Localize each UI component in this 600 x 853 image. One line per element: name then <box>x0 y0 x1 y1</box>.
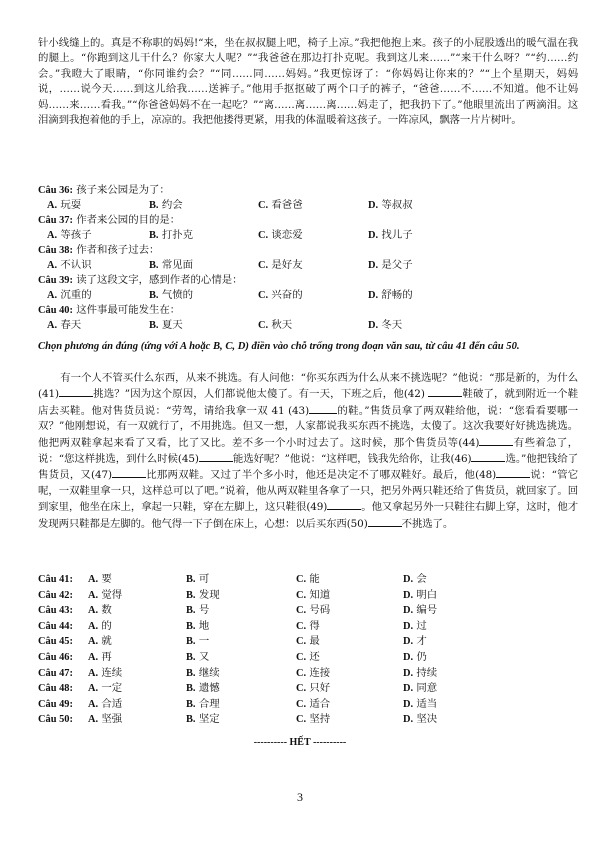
option-letter: B. <box>186 636 196 648</box>
option-letter: A. <box>88 574 99 585</box>
option-letter: B. <box>186 605 196 617</box>
answer-option <box>296 572 320 588</box>
option-text: 会 <box>416 573 427 585</box>
option-text: 知道 <box>309 588 331 601</box>
option-letter: C. <box>296 620 307 632</box>
cloze-instruction: Chọn phương án đúng (ứng với A hoặc B, C, D) điền vào chỗ trống trong đoạn văn sau, từ câu 41 đến câu 50. <box>38 341 520 352</box>
answer-option <box>296 712 330 728</box>
question-number: Câu 41: <box>38 574 73 585</box>
answer-option <box>258 258 303 273</box>
option-text: 发现 <box>198 588 220 601</box>
answer-option <box>88 619 112 635</box>
answer-option <box>47 228 92 243</box>
cloze-text: 不挑选了。 <box>401 517 454 530</box>
blank-line <box>479 435 513 446</box>
option-text: 才 <box>416 635 427 648</box>
option-row <box>38 198 578 213</box>
question-list <box>38 183 578 333</box>
option-text: 坚决 <box>416 713 438 726</box>
answer-option <box>296 697 330 713</box>
option-text: 要 <box>101 573 112 585</box>
end-marker: ---------- HẾT ---------- <box>253 737 347 748</box>
option-text: 能 <box>309 573 320 585</box>
answer-option <box>186 681 220 697</box>
option-letter: A. <box>88 589 99 601</box>
blank-line <box>309 403 337 414</box>
blank-line <box>59 386 93 397</box>
option-letter: D. <box>368 260 379 271</box>
option-text: 的 <box>101 619 112 632</box>
option-text: 号码 <box>309 604 331 617</box>
option-letter: A. <box>88 667 99 679</box>
answer-row <box>38 603 578 619</box>
option-letter: C. <box>258 200 269 211</box>
answer-option <box>88 697 122 713</box>
blank-line <box>112 467 146 478</box>
question-number: Câu 36: <box>38 185 73 196</box>
option-letter: D. <box>403 589 414 601</box>
option-text: 就 <box>101 635 112 648</box>
answer-row <box>38 572 578 588</box>
option-text: 沉重的 <box>60 289 92 301</box>
option-letter: C. <box>296 589 307 601</box>
option-letter: D. <box>403 683 414 695</box>
option-letter: D. <box>403 605 414 617</box>
option-text: 是好友 <box>271 259 303 271</box>
blank-line <box>368 516 402 527</box>
cloze-text: 的鞋。”售货员拿了两双鞋给他，说：“您看看要哪一双？”他刚想说，有一双就行了，不用挑选。但又一想，人家都说我买东西不挑选，太傻了。这次我要好好挑选挑选。他把两双鞋拿起来看了又看，比了又比。差不多一个小时过去了。这时候，那个售货员等 <box>38 404 578 449</box>
blank-line <box>496 467 530 478</box>
option-letter: A. <box>88 651 99 663</box>
option-letter: D. <box>368 230 379 241</box>
answer-option <box>296 588 330 604</box>
question-number: Câu 50: <box>38 714 73 726</box>
answer-option <box>149 228 193 243</box>
option-letter: D. <box>403 574 414 585</box>
option-letter: A. <box>47 290 58 301</box>
option-letter: D. <box>403 620 414 632</box>
option-letter: B. <box>186 698 196 710</box>
option-letter: A. <box>88 620 99 632</box>
question-stem <box>38 303 578 318</box>
question-stem <box>38 213 578 228</box>
question-text: 作者来公园的目的是： <box>76 214 181 226</box>
blank-label: (46) <box>450 453 472 466</box>
answer-option <box>88 572 112 588</box>
cloze-text: 比那两双鞋。又过了半个多小时，他还是决定不了哪双鞋好。最后，他 <box>145 469 476 482</box>
blank-label: (45) <box>177 453 199 466</box>
option-letter: C. <box>258 320 269 331</box>
answer-option <box>403 634 427 650</box>
answer-option <box>88 603 112 619</box>
answer-option <box>47 288 92 303</box>
option-letter: A. <box>47 320 58 331</box>
question-text: 这件事最可能发生在： <box>76 304 181 316</box>
option-text: 常见面 <box>161 259 194 271</box>
answer-row <box>38 681 578 697</box>
option-letter: D. <box>403 667 414 679</box>
option-text: 继续 <box>198 666 220 679</box>
blank-line <box>428 386 462 397</box>
answer-row <box>38 588 578 604</box>
question-stem <box>38 273 578 288</box>
option-letter: D. <box>403 636 414 648</box>
answer-option <box>186 697 220 713</box>
answer-row <box>38 697 578 713</box>
option-letter: D. <box>403 651 414 663</box>
question-number: Câu 45: <box>38 636 73 648</box>
option-text: 舒畅的 <box>381 289 413 301</box>
question-stem <box>38 243 578 258</box>
option-text: 明白 <box>416 588 438 601</box>
answer-option <box>368 228 413 243</box>
blank-label: (50) <box>346 517 368 530</box>
answer-option <box>186 572 209 588</box>
answer-option <box>403 666 437 682</box>
option-text: 仍 <box>416 650 427 663</box>
cloze-text: 。他又拿起另外一只鞋往右脚上穿，这时，他才发现两只鞋都是左脚的。他气得一下子倒在床上，心想：以后买东西 <box>38 501 578 530</box>
option-letter: B. <box>186 714 196 726</box>
answer-option <box>149 318 183 333</box>
answer-option <box>368 198 413 213</box>
answer-option <box>186 588 220 604</box>
blank-label: (43) <box>288 404 310 417</box>
option-letter: B. <box>149 260 159 271</box>
question-number: Câu 43: <box>38 605 73 617</box>
option-text: 适合 <box>309 697 331 710</box>
question-number: Câu 49: <box>38 698 73 710</box>
answer-row <box>38 650 578 666</box>
answer-option <box>186 619 209 635</box>
option-text: 合理 <box>198 697 220 710</box>
question-number: Câu 37: <box>38 215 73 226</box>
option-text: 约会 <box>161 199 183 211</box>
page-number: 3 <box>297 790 303 804</box>
answer-option <box>368 288 413 303</box>
option-letter: C. <box>296 651 307 663</box>
answer-option <box>403 712 437 728</box>
answer-row <box>38 666 578 682</box>
option-letter: B. <box>149 320 159 331</box>
option-text: 合适 <box>101 697 123 710</box>
question-text: 孩子来公园是为了： <box>76 184 170 196</box>
option-letter: C. <box>296 667 307 679</box>
answer-row <box>38 712 578 728</box>
option-text: 坚强 <box>101 713 123 726</box>
answer-option <box>186 712 220 728</box>
option-letter: C. <box>296 698 307 710</box>
answer-row <box>38 619 578 635</box>
question-number: Câu 39: <box>38 275 73 286</box>
cloze-text: 鞋破了，就到附近一个鞋店去买鞋。他对售货员说：“劳驾，请给我拿一双 41 <box>38 388 578 417</box>
option-letter: B. <box>186 651 196 663</box>
answer-option <box>258 288 303 303</box>
answer-option <box>368 318 402 333</box>
option-letter: C. <box>296 636 307 648</box>
answer-option <box>88 666 122 682</box>
option-letter: A. <box>88 636 99 648</box>
option-text: 一定 <box>101 682 123 695</box>
answer-option <box>186 634 209 650</box>
option-letter: B. <box>186 667 196 679</box>
answer-option <box>403 572 427 588</box>
option-text: 冬天 <box>381 319 403 331</box>
answer-option <box>403 603 437 619</box>
question-number: Câu 40: <box>38 305 73 316</box>
option-letter: C. <box>296 714 307 726</box>
cloze-text: 选。”他把钱给了售货员，又 <box>38 453 578 482</box>
option-text: 夏天 <box>161 319 183 331</box>
option-text: 坚持 <box>309 713 331 726</box>
option-letter: C. <box>258 230 269 241</box>
option-text: 秋天 <box>271 319 293 331</box>
blank-label: (49) <box>306 501 328 514</box>
question-number: Câu 47: <box>38 667 73 679</box>
blank-line <box>327 499 361 510</box>
option-text: 觉得 <box>101 588 123 601</box>
answer-option <box>88 650 112 666</box>
answer-option <box>47 318 81 333</box>
question-number: Câu 44: <box>38 620 73 632</box>
answer-option <box>186 650 209 666</box>
option-letter: C. <box>258 260 269 271</box>
answer-option <box>88 681 122 697</box>
cloze-passage <box>38 371 578 532</box>
question-number: Câu 46: <box>38 651 73 663</box>
option-text: 适当 <box>416 697 438 710</box>
answer-option <box>88 588 122 604</box>
option-text: 遗憾 <box>198 682 220 695</box>
option-text: 数 <box>101 604 112 617</box>
option-letter: A. <box>47 230 58 241</box>
answer-option <box>296 619 320 635</box>
cloze-text: 能选好呢？”他说：“这样吧，钱我先给你，让我 <box>232 453 451 466</box>
answer-option <box>296 666 330 682</box>
answer-option <box>258 198 303 213</box>
option-row <box>38 258 578 273</box>
answer-option <box>88 712 122 728</box>
option-text: 同意 <box>416 682 438 695</box>
option-text: 再 <box>101 650 112 663</box>
cloze-text: 有一个人不管买什么东西，从来不挑选。有人问他：“你买东西为什么从来不挑选呢？”他说：“那是新的，为什么 <box>60 372 578 384</box>
answer-option <box>258 228 303 243</box>
blank-label: (44) <box>458 436 480 449</box>
answer-option <box>403 619 427 635</box>
option-text: 玩耍 <box>60 199 82 211</box>
option-letter: B. <box>186 620 196 632</box>
cloze-text: 说：“管它呢，一双鞋里拿一只，这样总可以了吧。”说着，他从两双鞋里各拿了一只，把另外两只鞋还给了售货员，就回家了。回到家里，他坐在床上，拿起一只鞋，穿在左脚上，这只鞋很 <box>38 469 579 514</box>
answer-option <box>258 318 292 333</box>
answer-option <box>403 681 437 697</box>
option-text: 最 <box>309 635 320 648</box>
option-letter: D. <box>368 200 379 211</box>
option-text: 打扑克 <box>161 229 194 241</box>
option-letter: C. <box>296 683 307 695</box>
answer-option <box>368 258 413 273</box>
option-text: 找儿子 <box>381 229 413 241</box>
answer-row <box>38 634 578 650</box>
answer-option <box>403 588 437 604</box>
option-text: 可 <box>198 573 210 585</box>
blank-line <box>471 451 505 462</box>
cloze-text: 有些着急了，说：“您这样挑选，到什么时候 <box>38 436 578 466</box>
option-text: 等孩子 <box>60 229 92 241</box>
option-text: 号 <box>198 604 210 617</box>
question-number: Câu 48: <box>38 683 73 695</box>
option-letter: B. <box>186 589 196 601</box>
question-number: Câu 38: <box>38 245 73 256</box>
answer-option <box>149 258 193 273</box>
option-letter: A. <box>47 260 58 271</box>
option-text: 得 <box>309 619 320 632</box>
option-letter: D. <box>368 290 379 301</box>
option-letter: A. <box>88 698 99 710</box>
option-text: 连接 <box>309 666 331 679</box>
answer-option <box>296 650 320 666</box>
option-letter: A. <box>88 605 99 617</box>
option-text: 又 <box>198 650 210 663</box>
option-text: 持续 <box>416 666 438 679</box>
option-text: 还 <box>309 650 320 663</box>
option-text: 连续 <box>101 666 123 679</box>
answer-option <box>88 634 112 650</box>
option-text: 不认识 <box>60 259 92 271</box>
answer-option <box>296 634 320 650</box>
option-letter: B. <box>149 290 159 301</box>
option-text: 气愤的 <box>161 289 194 301</box>
option-letter: D. <box>403 698 414 710</box>
option-row <box>38 318 578 333</box>
answer-option <box>149 198 183 213</box>
question-text: 读了这段文字，感到作者的心情是： <box>76 274 243 286</box>
option-text: 春天 <box>60 319 82 331</box>
blank-label: (47) <box>91 469 112 482</box>
option-letter: D. <box>403 714 414 726</box>
option-letter: C. <box>258 290 269 301</box>
option-letter: B. <box>186 683 196 695</box>
blank-label: (41) <box>38 388 59 401</box>
question-stem <box>38 183 578 198</box>
blank-label: (48) <box>475 469 497 482</box>
option-text: 是父子 <box>381 259 413 271</box>
option-letter: C. <box>296 605 307 617</box>
option-letter: C. <box>296 574 307 585</box>
option-text: 谈恋爱 <box>271 229 303 241</box>
answer-option <box>296 681 330 697</box>
answer-option <box>403 697 437 713</box>
option-letter: D. <box>368 320 379 331</box>
answer-option <box>47 198 81 213</box>
option-text: 编号 <box>416 604 438 617</box>
answer-option <box>47 258 92 273</box>
blank-line <box>199 451 233 462</box>
option-text: 看爸爸 <box>271 199 303 211</box>
answer-option <box>186 666 220 682</box>
option-letter: B. <box>149 200 159 211</box>
question-number: Câu 42: <box>38 589 73 601</box>
answer-option <box>296 603 330 619</box>
option-text: 一 <box>198 635 210 648</box>
cloze-text: 挑选？”因为这个原因，人们都说他太傻了。有一天，下班之后，他 <box>92 388 404 401</box>
option-letter: B. <box>186 574 196 585</box>
reading-passage: 针小线缝上的。真是不称职的妈妈!“来，坐在叔叔腿上吧，椅子上凉。”我把他抱上来。孩子的小屁股透出的暖气温在我的腿上。“你跑到这儿干什么？你家大人呢？”“我爸爸在那边打扑克呢。我到这儿来……”“来干什么呀？”“约……约会。”我瞪大了眼睛，“你同谁约会？”“同……同……妈妈。”我更惊讶了：“你妈妈让你来的？”“上个星期天，妈妈说，……说今天……到这儿给我……送裤子。”他用手抠抠破了两个口子的裤子，“爸爸……不……不知道。他不让妈妈……来……看我。”“你爸爸妈妈不在一起吃？”“离……离……离……妈走了，把我扔下了。”他眼里流出了两滴泪。这泪滴到我抱着他的手上，凉凉的。我把他搂得更紧，用我的体温暖着这孩子。一阵凉风，飘落一片片树叶。 <box>38 37 578 127</box>
option-letter: A. <box>88 683 99 695</box>
option-text: 过 <box>416 619 427 632</box>
option-text: 坚定 <box>198 713 220 726</box>
option-text: 只好 <box>309 682 331 695</box>
answer-option <box>186 603 209 619</box>
option-letter: B. <box>149 230 159 241</box>
option-row <box>38 228 578 243</box>
option-text: 兴奋的 <box>271 289 303 301</box>
option-text: 地 <box>198 619 210 632</box>
option-letter: A. <box>88 714 99 726</box>
option-row <box>38 288 578 303</box>
option-letter: A. <box>47 200 58 211</box>
blank-label: (42) <box>403 388 425 401</box>
option-text: 等叔叔 <box>381 199 413 211</box>
answer-table <box>38 572 578 728</box>
question-text: 作者和孩子过去： <box>76 244 160 256</box>
answer-option <box>403 650 427 666</box>
answer-option <box>149 288 193 303</box>
